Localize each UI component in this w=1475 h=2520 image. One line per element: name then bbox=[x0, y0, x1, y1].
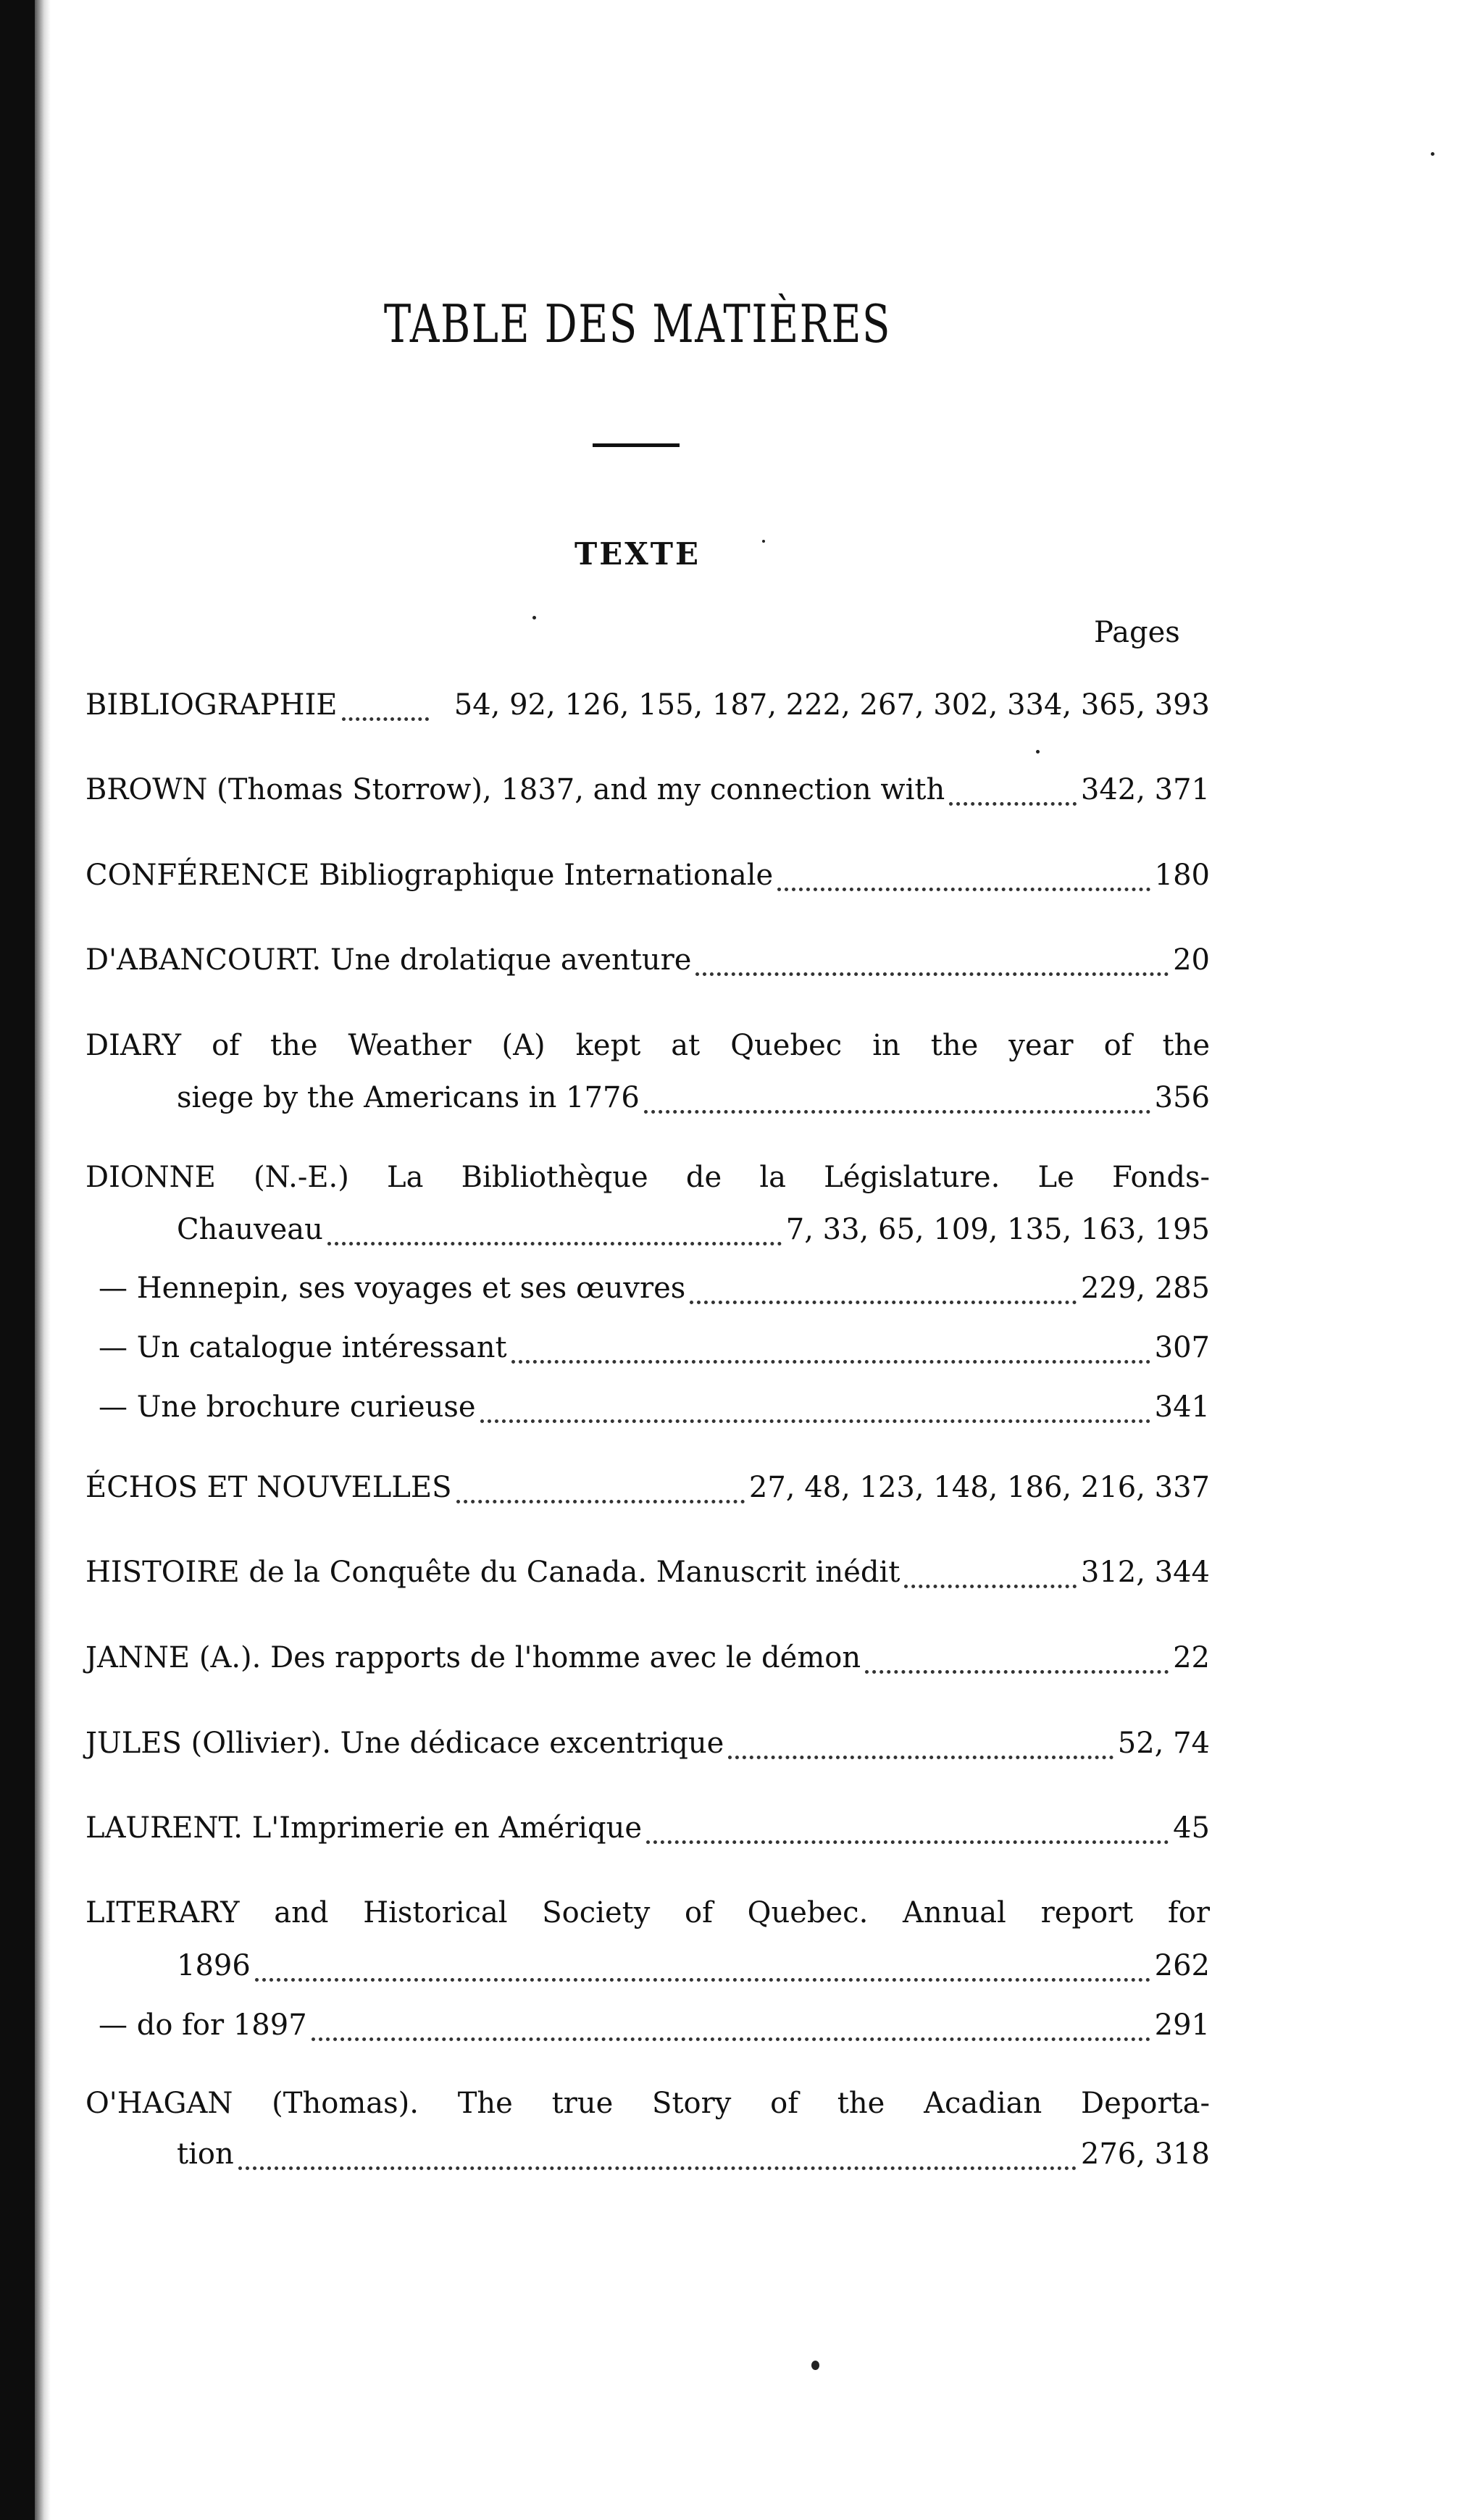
toc-entry-title: DIARY of the Weather (A) kept at Quebec in the year of the bbox=[85, 1029, 1210, 1062]
toc-entry bbox=[85, 773, 1210, 817]
toc-entry bbox=[85, 2087, 1210, 2130]
toc-entry-pages: 180 bbox=[1154, 859, 1210, 892]
dot-leader bbox=[255, 1978, 1150, 1982]
toc-entry-pages: 356 bbox=[1154, 1081, 1210, 1114]
toc-entry-title: — Hennepin, ses voyages et ses œuvres bbox=[99, 1272, 686, 1305]
toc-entry-pages: 7, 33, 65, 109, 135, 163, 195 bbox=[785, 1213, 1210, 1246]
toc-entry-pages: 52, 74 bbox=[1117, 1727, 1210, 1760]
toc-entry-title: — Un catalogue intéressant bbox=[99, 1331, 507, 1364]
toc-entry-title: LITERARY and Historical Society of Quebec. Annual report for bbox=[85, 1896, 1210, 1929]
toc-subentry bbox=[85, 2008, 1210, 2052]
dot-leader bbox=[904, 1585, 1077, 1588]
toc-entry-title: JANNE (A.). Des rapports de l'homme avec le démon bbox=[85, 1641, 861, 1674]
dot-leader bbox=[644, 1110, 1150, 1114]
scan-speck bbox=[1036, 750, 1040, 754]
toc-entry-pages: 20 bbox=[1173, 943, 1210, 977]
toc-entry bbox=[85, 1727, 1210, 1770]
toc-entry-title: LAURENT. L'Imprimerie en Amérique bbox=[85, 1811, 643, 1845]
toc-entry-pages: 307 bbox=[1154, 1331, 1210, 1364]
pages-column-label: Pages bbox=[1094, 616, 1180, 649]
toc-entry-title: O'HAGAN (Thomas). The true Story of the Acadian Deporta- bbox=[85, 2087, 1210, 2120]
toc-entry-title-cont: 1896 bbox=[177, 1949, 251, 1982]
toc-entry-continuation bbox=[85, 1081, 1210, 1125]
page-title: TABLE DES MATIÈRES bbox=[383, 293, 892, 354]
toc-entry-title: BIBLIOGRAPHIE bbox=[85, 688, 338, 722]
toc-entry-title: ÉCHOS ET NOUVELLES bbox=[85, 1471, 452, 1504]
dot-leader bbox=[865, 1670, 1169, 1674]
toc-entry bbox=[85, 688, 1210, 732]
toc-subentry bbox=[85, 1390, 1210, 1434]
dot-leader bbox=[238, 2166, 1077, 2170]
toc-entry bbox=[85, 1896, 1210, 1940]
toc-entry-title-cont: tion bbox=[177, 2137, 234, 2171]
toc-subentry bbox=[85, 1272, 1210, 1315]
toc-entry-continuation bbox=[85, 2137, 1210, 2181]
toc-entry-pages: 54, 92, 126, 155, 187, 222, 267, 302, 334, 365, 393 bbox=[454, 688, 1210, 722]
title-rule bbox=[593, 443, 680, 447]
toc-entry-pages: 22 bbox=[1173, 1641, 1210, 1674]
toc-entry-title: — do for 1897 bbox=[99, 2008, 307, 2042]
toc-entry-pages: 229, 285 bbox=[1080, 1272, 1210, 1305]
toc-entry bbox=[85, 943, 1210, 987]
toc-entry-pages: 262 bbox=[1154, 1949, 1210, 1982]
toc-entry-title: DIONNE (N.-E.) La Bibliothèque de la Législature. Le Fonds- bbox=[85, 1161, 1210, 1194]
toc-entry bbox=[85, 1556, 1210, 1599]
toc-entry-title: CONFÉRENCE Bibliographique Internationale bbox=[85, 859, 774, 892]
toc-entry bbox=[85, 1471, 1210, 1514]
book-spine-shadow bbox=[0, 0, 35, 2520]
dot-leader bbox=[646, 1840, 1169, 1844]
dot-leader bbox=[480, 1419, 1150, 1423]
dot-leader bbox=[695, 972, 1169, 976]
toc-entry-title-cont: Chauveau bbox=[177, 1213, 323, 1246]
toc-entry bbox=[85, 1161, 1210, 1204]
gutter-shading bbox=[35, 0, 51, 2520]
toc-entry-continuation bbox=[85, 1949, 1210, 1993]
scan-speck bbox=[1431, 152, 1434, 156]
toc-entry-title: D'ABANCOURT. Une drolatique aventure bbox=[85, 943, 692, 977]
toc-entry-title: JULES (Ollivier). Une dédicace excentrique bbox=[85, 1727, 724, 1760]
toc-entry-pages: 312, 344 bbox=[1080, 1556, 1210, 1589]
dot-leader bbox=[777, 888, 1150, 891]
dot-leader bbox=[327, 1242, 782, 1246]
dot-leader bbox=[342, 717, 429, 721]
scan-speck bbox=[532, 616, 536, 619]
toc-subentry bbox=[85, 1331, 1210, 1374]
dot-leader bbox=[456, 1500, 745, 1503]
toc-entry-pages: 342, 371 bbox=[1080, 773, 1210, 806]
scan-speck bbox=[811, 2361, 819, 2370]
dot-leader bbox=[690, 1301, 1077, 1304]
toc-entry-pages: 27, 48, 123, 148, 186, 216, 337 bbox=[748, 1471, 1210, 1504]
scan-speck bbox=[762, 540, 765, 543]
dot-leader bbox=[511, 1360, 1150, 1364]
toc-entry-title-cont: siege by the Americans in 1776 bbox=[177, 1081, 640, 1114]
toc-entry-continuation bbox=[85, 1213, 1210, 1256]
toc-entry-title: BROWN (Thomas Storrow), 1837, and my connection with bbox=[85, 773, 945, 806]
toc-entry bbox=[85, 1029, 1210, 1072]
toc-entry-pages: 341 bbox=[1154, 1390, 1210, 1424]
toc-entry-pages: 45 bbox=[1173, 1811, 1210, 1845]
toc-entry-title: HISTOIRE de la Conquête du Canada. Manuscrit inédit bbox=[85, 1556, 901, 1589]
toc-entry bbox=[85, 1641, 1210, 1685]
dot-leader bbox=[312, 2037, 1150, 2041]
section-heading: TEXTE bbox=[574, 536, 701, 572]
toc-entry bbox=[85, 1811, 1210, 1855]
dot-leader bbox=[949, 802, 1077, 806]
toc-entry-pages: 276, 318 bbox=[1080, 2137, 1210, 2171]
toc-entry-title: — Une brochure curieuse bbox=[99, 1390, 476, 1424]
toc-entry bbox=[85, 859, 1210, 902]
dot-leader bbox=[728, 1756, 1113, 1759]
toc-entry-pages: 291 bbox=[1154, 2008, 1210, 2042]
